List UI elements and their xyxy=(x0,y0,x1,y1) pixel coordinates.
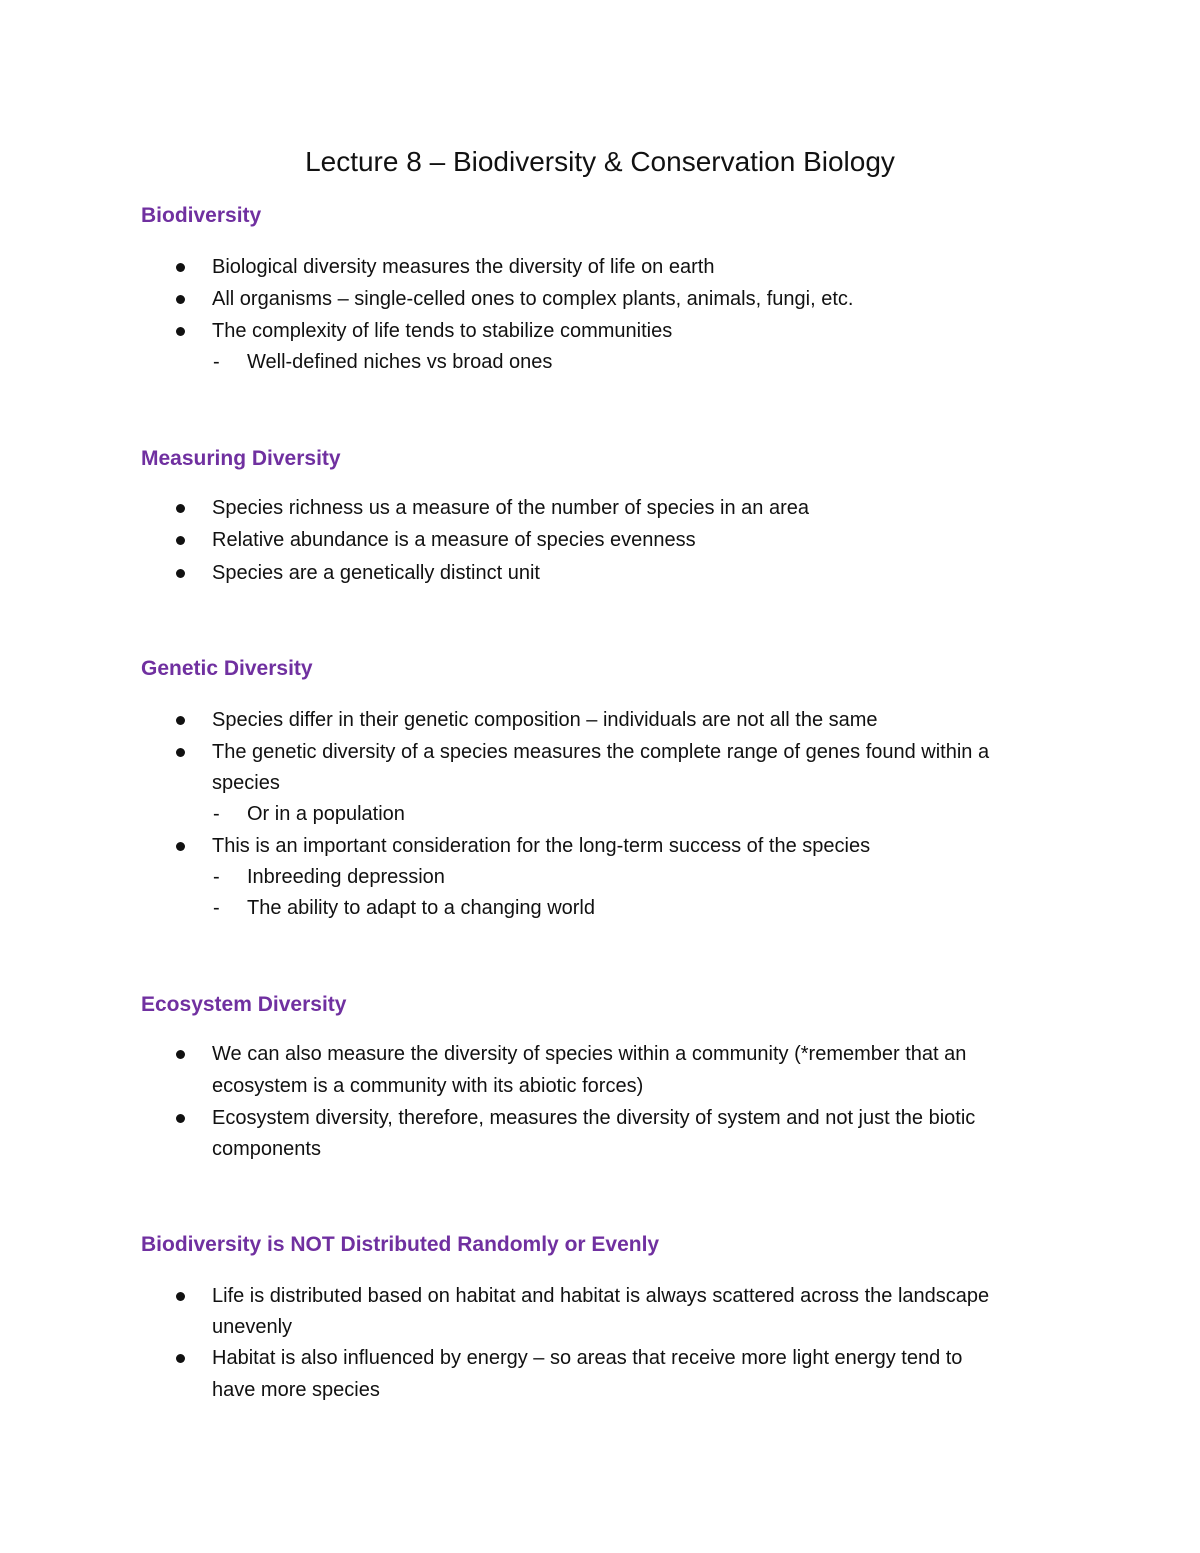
dash-icon: - xyxy=(213,897,220,919)
dash-icon: - xyxy=(213,866,220,888)
section-heading: Ecosystem Diversity xyxy=(141,993,347,1016)
list-item: Relative abundance is a measure of species evenness xyxy=(212,529,696,551)
bullet-icon xyxy=(176,263,185,272)
list-item-continuation: have more species xyxy=(212,1379,380,1401)
list-item-continuation: unevenly xyxy=(212,1316,293,1338)
bullet-icon xyxy=(176,1114,185,1123)
list-item-continuation: species xyxy=(212,772,280,794)
bullet-icon xyxy=(176,295,185,304)
list-item: Species richness us a measure of the number of species in an area xyxy=(212,497,809,519)
list-item-continuation: components xyxy=(212,1138,321,1160)
list-item: This is an important consideration for the long-term success of the species xyxy=(212,835,871,857)
dash-icon: - xyxy=(213,803,220,825)
sub-list-item: Inbreeding depression xyxy=(247,866,445,888)
list-item: Biological diversity measures the diversity of life on earth xyxy=(212,256,715,278)
list-item: The genetic diversity of a species measures the complete range of genes found within a xyxy=(212,741,990,763)
list-item: Ecosystem diversity, therefore, measures the diversity of system and not just the biotic xyxy=(212,1107,976,1129)
sub-list-item: Or in a population xyxy=(247,803,405,825)
dash-icon: - xyxy=(213,351,220,373)
section-heading: Genetic Diversity xyxy=(141,657,313,680)
bullet-icon xyxy=(176,1354,185,1363)
list-item: All organisms – single-celled ones to complex plants, animals, fungi, etc. xyxy=(212,288,854,310)
bullet-icon xyxy=(176,504,185,513)
sub-list-item: Well-defined niches vs broad ones xyxy=(247,351,553,373)
bullet-icon xyxy=(176,716,185,725)
list-item-continuation: ecosystem is a community with its abiotic forces) xyxy=(212,1075,644,1097)
page-title: Lecture 8 – Biodiversity & Conservation Biology xyxy=(305,146,895,177)
list-item: Life is distributed based on habitat and habitat is always scattered across the landscape xyxy=(212,1285,990,1307)
section-heading: Measuring Diversity xyxy=(141,447,341,470)
sub-list-item: The ability to adapt to a changing world xyxy=(247,897,595,919)
list-item: Habitat is also influenced by energy – so areas that receive more light energy tend to xyxy=(212,1347,963,1369)
bullet-icon xyxy=(176,1050,185,1059)
bullet-icon xyxy=(176,536,185,545)
list-item: We can also measure the diversity of species within a community (*remember that an xyxy=(212,1043,967,1065)
bullet-icon xyxy=(176,327,185,336)
section-heading: Biodiversity xyxy=(141,204,262,227)
list-item: The complexity of life tends to stabilize communities xyxy=(212,320,673,342)
section-heading: Biodiversity is NOT Distributed Randomly or Evenly xyxy=(141,1233,660,1256)
bullet-icon xyxy=(176,748,185,757)
list-item: Species differ in their genetic composition – individuals are not all the same xyxy=(212,709,878,731)
list-item: Species are a genetically distinct unit xyxy=(212,562,540,584)
bullet-icon xyxy=(176,1292,185,1301)
bullet-icon xyxy=(176,842,185,851)
bullet-icon xyxy=(176,569,185,578)
